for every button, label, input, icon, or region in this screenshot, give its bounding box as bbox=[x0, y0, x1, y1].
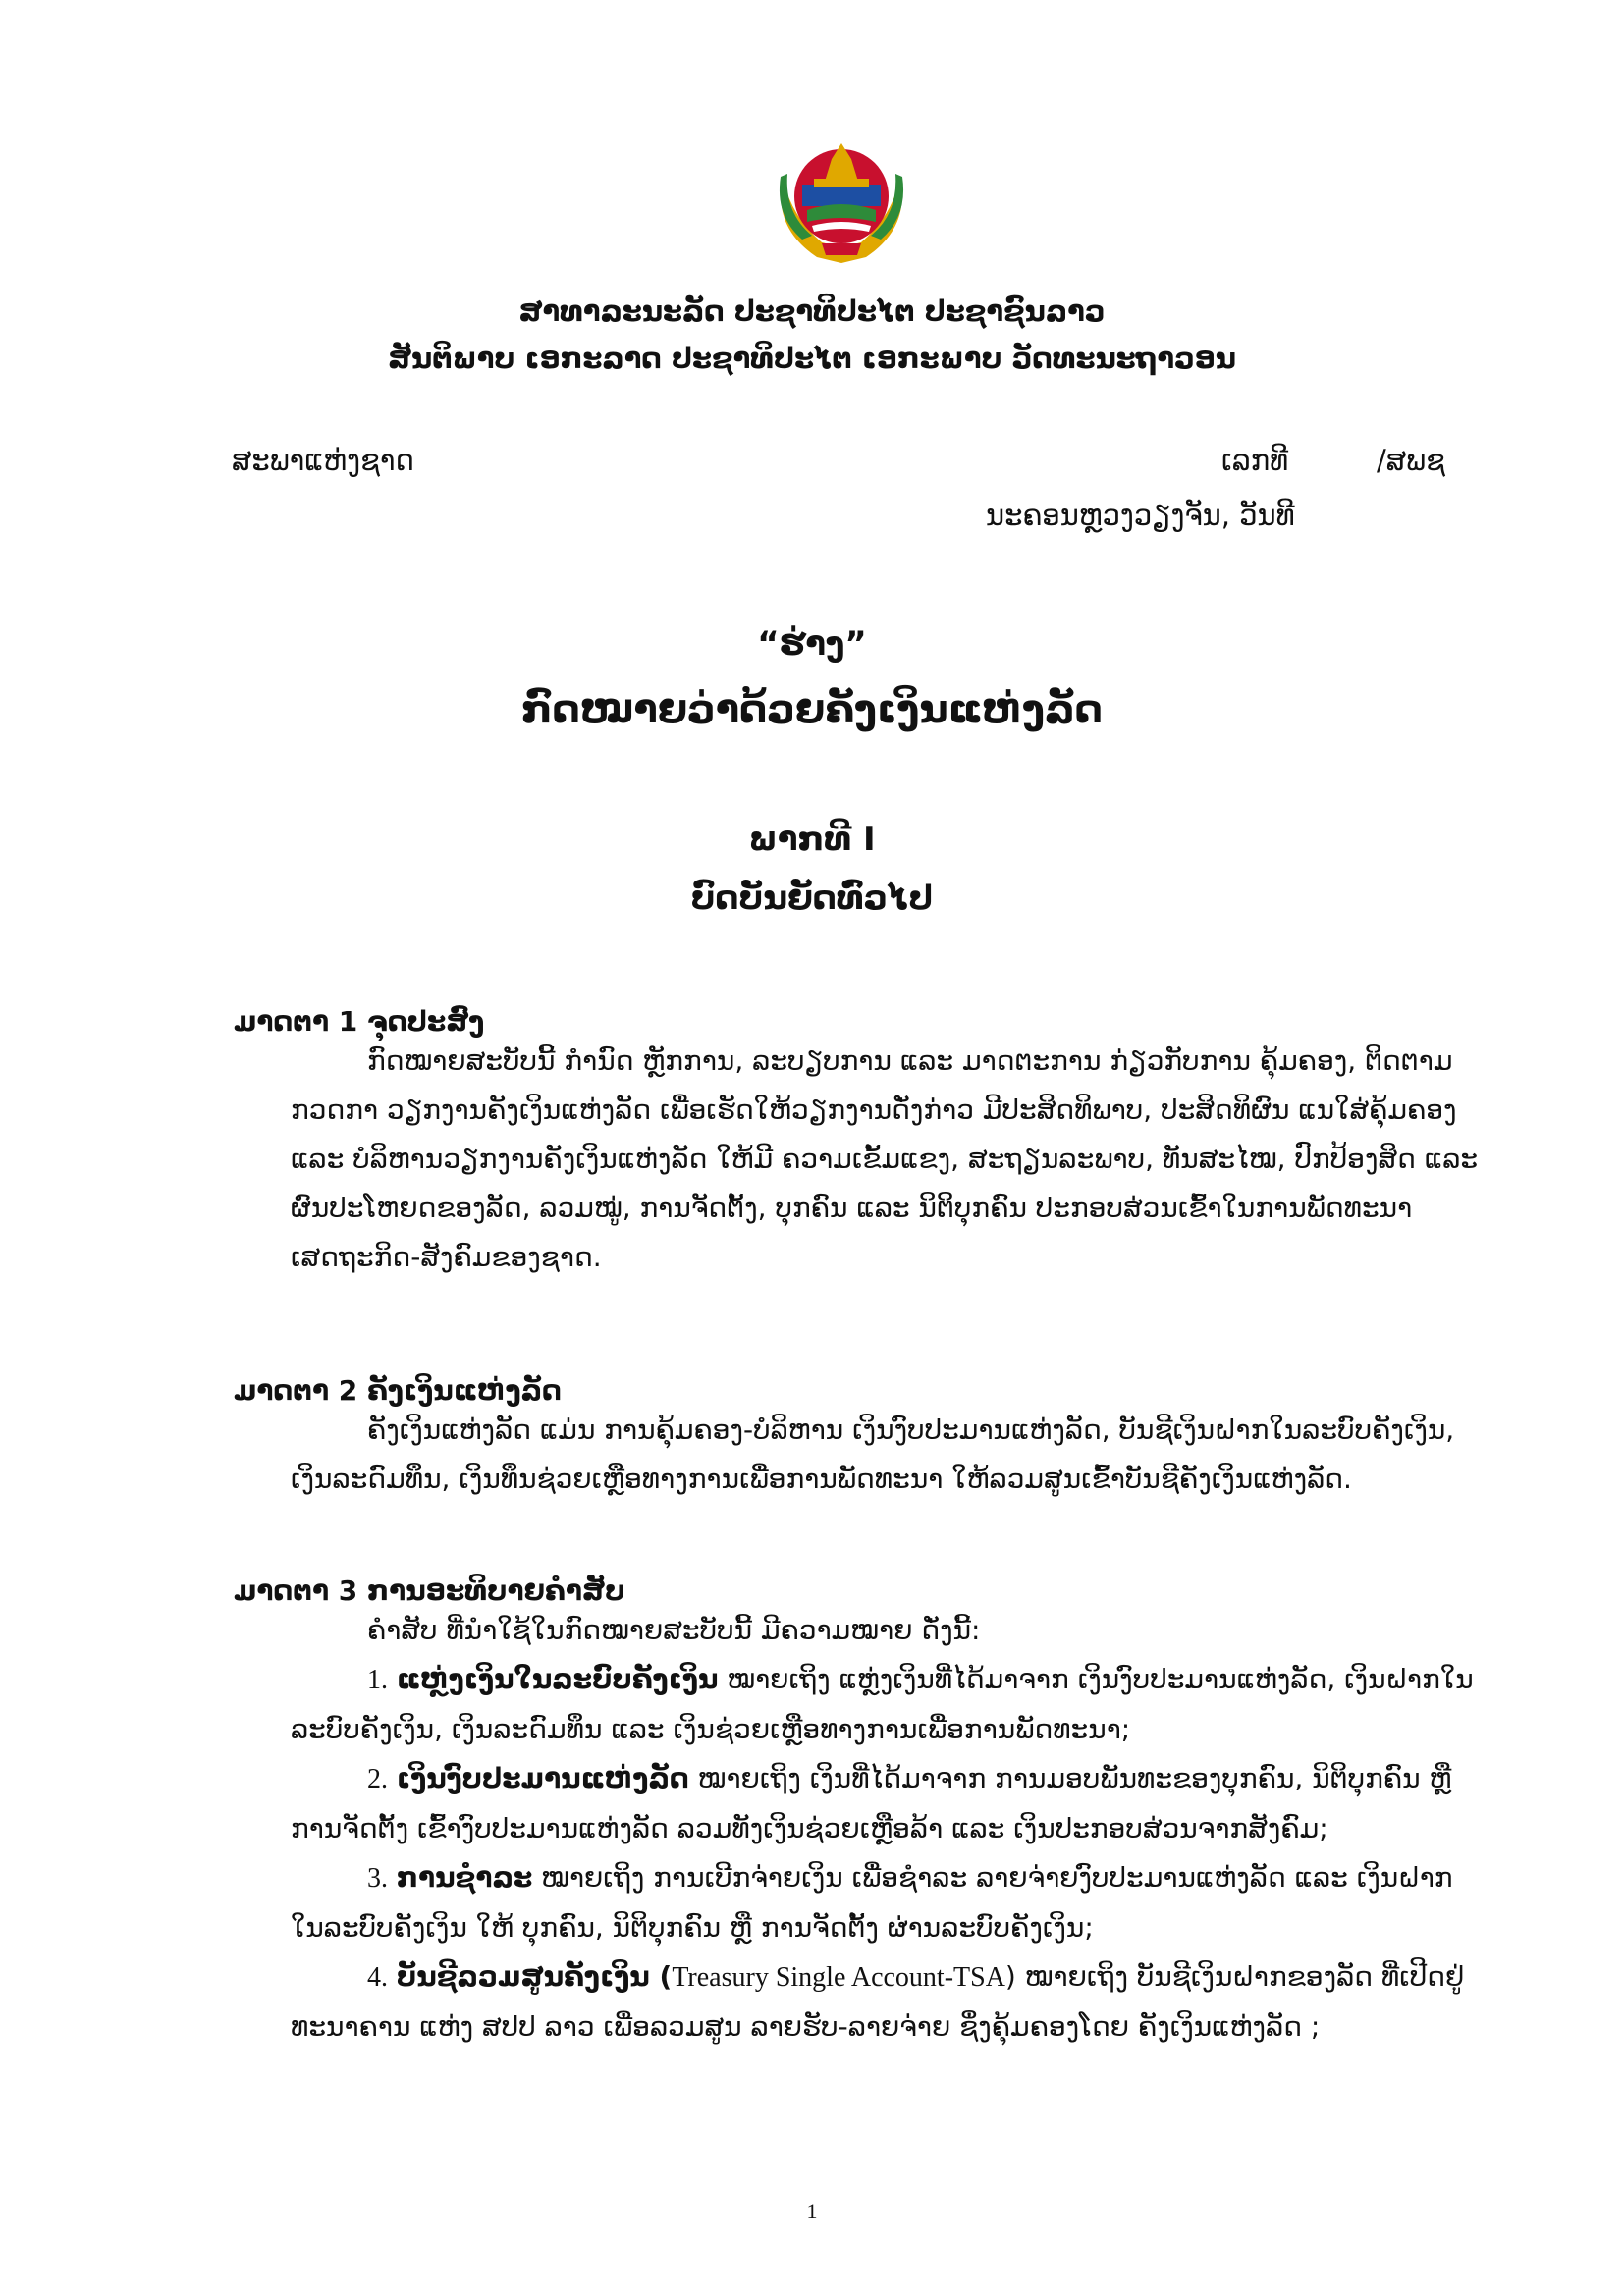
law-title: ກົດໝາຍວ່າດ້ວຍຄັງເງິນແຫ່ງລັດ bbox=[521, 687, 1103, 732]
part-title: ບົດບັນຍັດທົ່ວໄປ bbox=[690, 879, 934, 918]
article-1-text: ກົດໝາຍສະບັບນີ້ ກຳນົດ ຫຼັກການ, ລະບຽບການ ແລະ ມາດຕະການ ກ່ຽວກັບການ ຄຸ້ມຄອງ, ຕິດຕາມ ກວດກາ ວຽກງານຄັງເງິນແຫ່ງລັດ ເພື່ອເຮັດໃຫ້ວຽກງານດັ່ງກ່າວ ມີປະສິດທິພາບ, ປະສິດທິຜົນ ແນໃສ່ຄຸ້ມຄອງ ແລະ ບໍລິຫານວຽກງານຄັງເງິນແຫ່ງລັດ ໃຫ້ມີ ຄວາມເຂັ້ມແຂງ, ສະຖຽນລະພາບ, ທັນສະໄໝ, ປົກປ້ອງສິດ ແລະ ຜົນປະໂຫຍດຂອງລັດ, ລວມໝູ່, ການຈັດຕັ້ງ, ບຸກຄົນ ແລະ ນິຕິບຸກຄົນ ປະກອບສ່ວນເຂົ້າໃນການພັດທະນາ ເສດຖະກິດ-ສັງຄົມຂອງຊາດ. bbox=[291, 1044, 1479, 1273]
definition-item: 4. ບັນຊີລວມສູນຄັງເງິນ (Treasury Single Account-TSA) ໝາຍເຖິງ ບັນຊີເງິນຝາກຂອງລັດ ທີ່ເປີດຢູ່ ທະນາຄານ ແຫ່ງ ສປປ ລາວ ເພື່ອລວມສູນ ລາຍຮັບ-ລາຍຈ່າຍ ຊຶ່ງຄຸ້ມຄອງໂດຍ ຄັງເງິນແຫ່ງລັດ ; bbox=[291, 1960, 1465, 2043]
draft-label: “ຮ່າງ” bbox=[757, 624, 867, 664]
article-3-body bbox=[291, 1606, 1479, 2052]
institution-name: ສະພາແຫ່ງຊາດ bbox=[232, 444, 414, 477]
article-3-intro: ຄຳສັບ ທີ່ນຳໃຊ້ໃນກົດໝາຍສະບັບນີ້ ມີຄວາມໝາຍ ດັ່ງນີ້: bbox=[367, 1614, 981, 1646]
document-number-label: ເລກທີ bbox=[1221, 444, 1289, 477]
country-name: ສາທາລະນະລັດ ປະຊາທິປະໄຕ ປະຊາຊົນລາວ bbox=[518, 294, 1106, 328]
place-date: ນະຄອນຫຼວງວຽງຈັນ, ວັນທີ bbox=[986, 499, 1295, 532]
page-number: 1 bbox=[806, 2199, 818, 2223]
definition-item: 3. ການຊຳລະ ໝາຍເຖິງ ການເບີກຈ່າຍເງິນ ເພື່ອຊຳລະ ລາຍຈ່າຍງົບປະມານແຫ່ງລັດ ແລະ ເງິນຝາກ ໃນລະບົບຄັງເງິນ ໃຫ້ ບຸກຄົນ, ນິຕິບຸກຄົນ ຫຼື ການຈັດຕັ້ງ ຜ່ານລະບົບຄັງເງິນ; bbox=[291, 1861, 1453, 1944]
definition-item: 2. ເງິນງົບປະມານແຫ່ງລັດ ໝາຍເຖິງ ເງິນທີ່ໄດ້ມາຈາກ ການມອບພັນທະຂອງບຸກຄົນ, ນິຕິບຸກຄົນ ຫຼື ການຈັດຕັ້ງ ເຂົ້າງົບປະມານແຫ່ງລັດ ລວມທັງເງິນຊ່ວຍເຫຼືອລ້າ ແລະ ເງິນປະກອບສ່ວນຈາກສັງຄົມ; bbox=[291, 1762, 1452, 1844]
article-2-text: ຄັງເງິນແຫ່ງລັດ ແມ່ນ ການຄຸ້ມຄອງ-ບໍລິຫານ ເງິນງົບປະມານແຫ່ງລັດ, ບັນຊີເງິນຝາກໃນລະບົບຄັງເງິນ, ເງິນລະດົມທຶນ, ເງິນທຶນຊ່ວຍເຫຼືອທາງການເພື່ອການພັດທະນາ ໃຫ້ລວມສູນເຂົ້າບັນຊີຄັງເງິນແຫ່ງລັດ. bbox=[291, 1414, 1455, 1495]
document-number-suffix: /ສພຊ bbox=[1377, 444, 1445, 477]
part-number: ພາກທີ I bbox=[748, 820, 876, 859]
article-2-heading: ມາດຕາ 2 ຄັງເງິນແຫ່ງລັດ bbox=[234, 1374, 562, 1407]
national-emblem-icon bbox=[763, 120, 920, 267]
article-3-heading: ມາດຕາ 3 ການອະທິບາຍຄຳສັບ bbox=[234, 1575, 625, 1607]
definition-item: 1. ແຫຼ່ງເງິນໃນລະບົບຄັງເງິນ ໝາຍເຖິງ ແຫຼ່ງເງິນທີ່ໄດ້ມາຈາກ ເງິນງົບປະມານແຫ່ງລັດ, ເງິນຝາກໃນ ລະບົບຄັງເງິນ, ເງິນລະດົມທຶນ ແລະ ເງິນຊ່ວຍເຫຼືອທາງການເພື່ອການພັດທະນາ; bbox=[291, 1663, 1474, 1745]
article-1-heading: ມາດຕາ 1 ຈຸດປະສົງ bbox=[234, 1005, 485, 1038]
national-motto: ສັນຕິພາບ ເອກະລາດ ປະຊາທິປະໄຕ ເອກະພາບ ວັດທະນະຖາວອນ bbox=[388, 342, 1236, 375]
